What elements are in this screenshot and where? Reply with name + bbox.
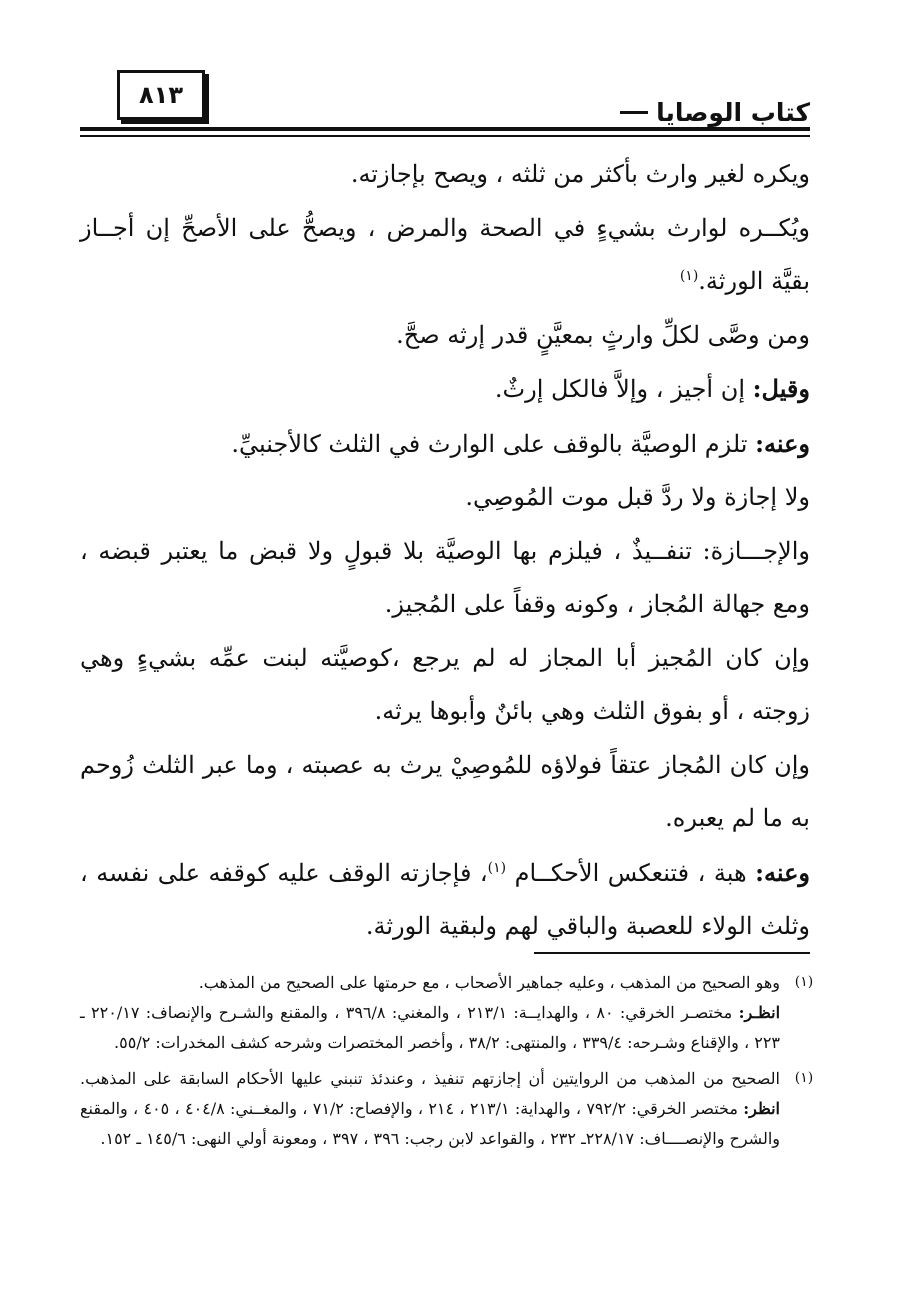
- header-rule: [80, 127, 810, 131]
- footnote-marker: (١): [794, 1070, 814, 1086]
- paragraph-2: [80, 202, 810, 309]
- paragraph-10-text-a: هبة ، فتنعكس الأحكــام: [506, 858, 756, 887]
- footnote-ref-1: (١): [679, 268, 699, 284]
- paragraph-8: وإن كان المُجيز أبا المجاز له لم يرجع ،كوصيَّته لبنت عمِّه بشيءٍ وهي زوجته ، أو بفوق الثلث وهي بائنٌ وأبوها يرثه.: [80, 643, 810, 725]
- paragraph-5-text: تلزم الوصيَّة بالوقف على الوارث في الثلث كالأجنبيِّ.: [231, 429, 756, 458]
- footnote-references: مختصـر الخرقي: ٨٠ ، والهدايــة: ٢١٣/١ ، والمغني: ٣٩٦/٨ ، والمقنع والشـرح والإنصاف: ٢٢٠/١٧ ـ ٢٢٣ ، والإقناع وشـرحه: ٣٣٩/٤ ، والمنتهى: ٣٨/٢ ، وأخصر المختصرات وشرحه كشف المخدرات: ٥٥/٢.: [80, 1003, 780, 1052]
- footnote-ref-keyword: انظر:: [743, 1099, 780, 1118]
- footnote-ref-keyword: انظـر:: [738, 1003, 781, 1022]
- footnote-statement: وهو الصحيح من المذهب ، وعليه جماهير الأصحاب ، مع حرمتها على الصحيح من المذهب.: [198, 973, 780, 992]
- footnote-1: [80, 968, 828, 1058]
- footnotes: [80, 968, 828, 1160]
- paragraph-5: [80, 417, 810, 472]
- footnote-text: [80, 1064, 780, 1154]
- keyword-anhu-2: وعنه:: [755, 857, 810, 887]
- chapter-heading: [612, 98, 810, 127]
- footnote-ref-2: (١): [487, 859, 507, 876]
- paragraph-10: [80, 846, 810, 954]
- paragraph-1: ويكره لغير وارث بأكثر من ثلثه ، ويصح بإجازته.: [350, 160, 810, 188]
- paragraph-4: [80, 362, 810, 417]
- chapter-title: كتاب الوصايا: [656, 98, 810, 127]
- footnote-text: [80, 968, 780, 1058]
- paragraph-6: ولا إجازة ولا ردَّ قبل موت المُوصِي.: [465, 483, 810, 511]
- keyword-anhu: وعنه:: [755, 428, 810, 458]
- footnote-2: [80, 1064, 828, 1154]
- keyword-qila: وقيل:: [752, 374, 810, 403]
- title-dash: [620, 111, 648, 114]
- paragraph-10-text-b: ، فإجازته الوقف عليه كوقفه على نفسه ، وثلث الولاء للعصبة والباقي لهم ولبقية الورثة.: [80, 858, 810, 940]
- header-rule-thin: [80, 135, 810, 137]
- main-text: [80, 148, 810, 954]
- footnote-marker: (١): [794, 974, 814, 990]
- paragraph-4-text: إن أجيز ، وإلاَّ فالكل إرثٌ.: [494, 375, 753, 403]
- paragraph-3: ومن وصَّى لكلِّ وارثٍ بمعيَّنٍ قدر إرثه صحَّ.: [396, 320, 810, 349]
- footnote-references: مختصر الخرقي: ٧٩٢/٢ ، والهداية: ٢١٣/١ ، ٢١٤ ، والإفصاح: ٧١/٢ ، والمغــني: ٤٠٤/٨ ، ٤٠٥ ، والمقنع والشرح والإنصــــاف: ٢٢٨/١٧ـ ٢٣٢ ، والقواعد لابن رجب: ٣٩٦ ، ٣٩٧ ، ومعونة أولي النهى: ١٤٥/٦ ـ ١٥٢.: [80, 1099, 780, 1148]
- paragraph-7: والإجـــازة: تنفــيذٌ ، فيلزم بها الوصيَّة بلا قبولٍ ولا قبض ما يعتبر قبضه ، ومع جهالة المُجاز ، وكونه وقفاً على المُجيز.: [80, 536, 810, 618]
- paragraph-2-text: ويُكــره لوارث بشيءٍ في الصحة والمرض ، ويصحُّ على الأصحِّ إن أجــاز بقيَّة الورثة.: [80, 213, 810, 295]
- paragraph-9: وإن كان المُجاز عتقاً فولاؤه للمُوصِيْ يرث به عصبته ، وما عبر الثلث زُوحم به ما لم يعبره.: [80, 750, 810, 832]
- footnote-separator: [534, 952, 810, 954]
- footnote-statement: الصحيح من المذهب من الروايتين أن إجازتهم تنفيذ ، وعندئذ تنبني عليها الأحكام السابقة على المذهب.: [80, 1069, 781, 1088]
- page-number: ٨١٣: [117, 70, 205, 120]
